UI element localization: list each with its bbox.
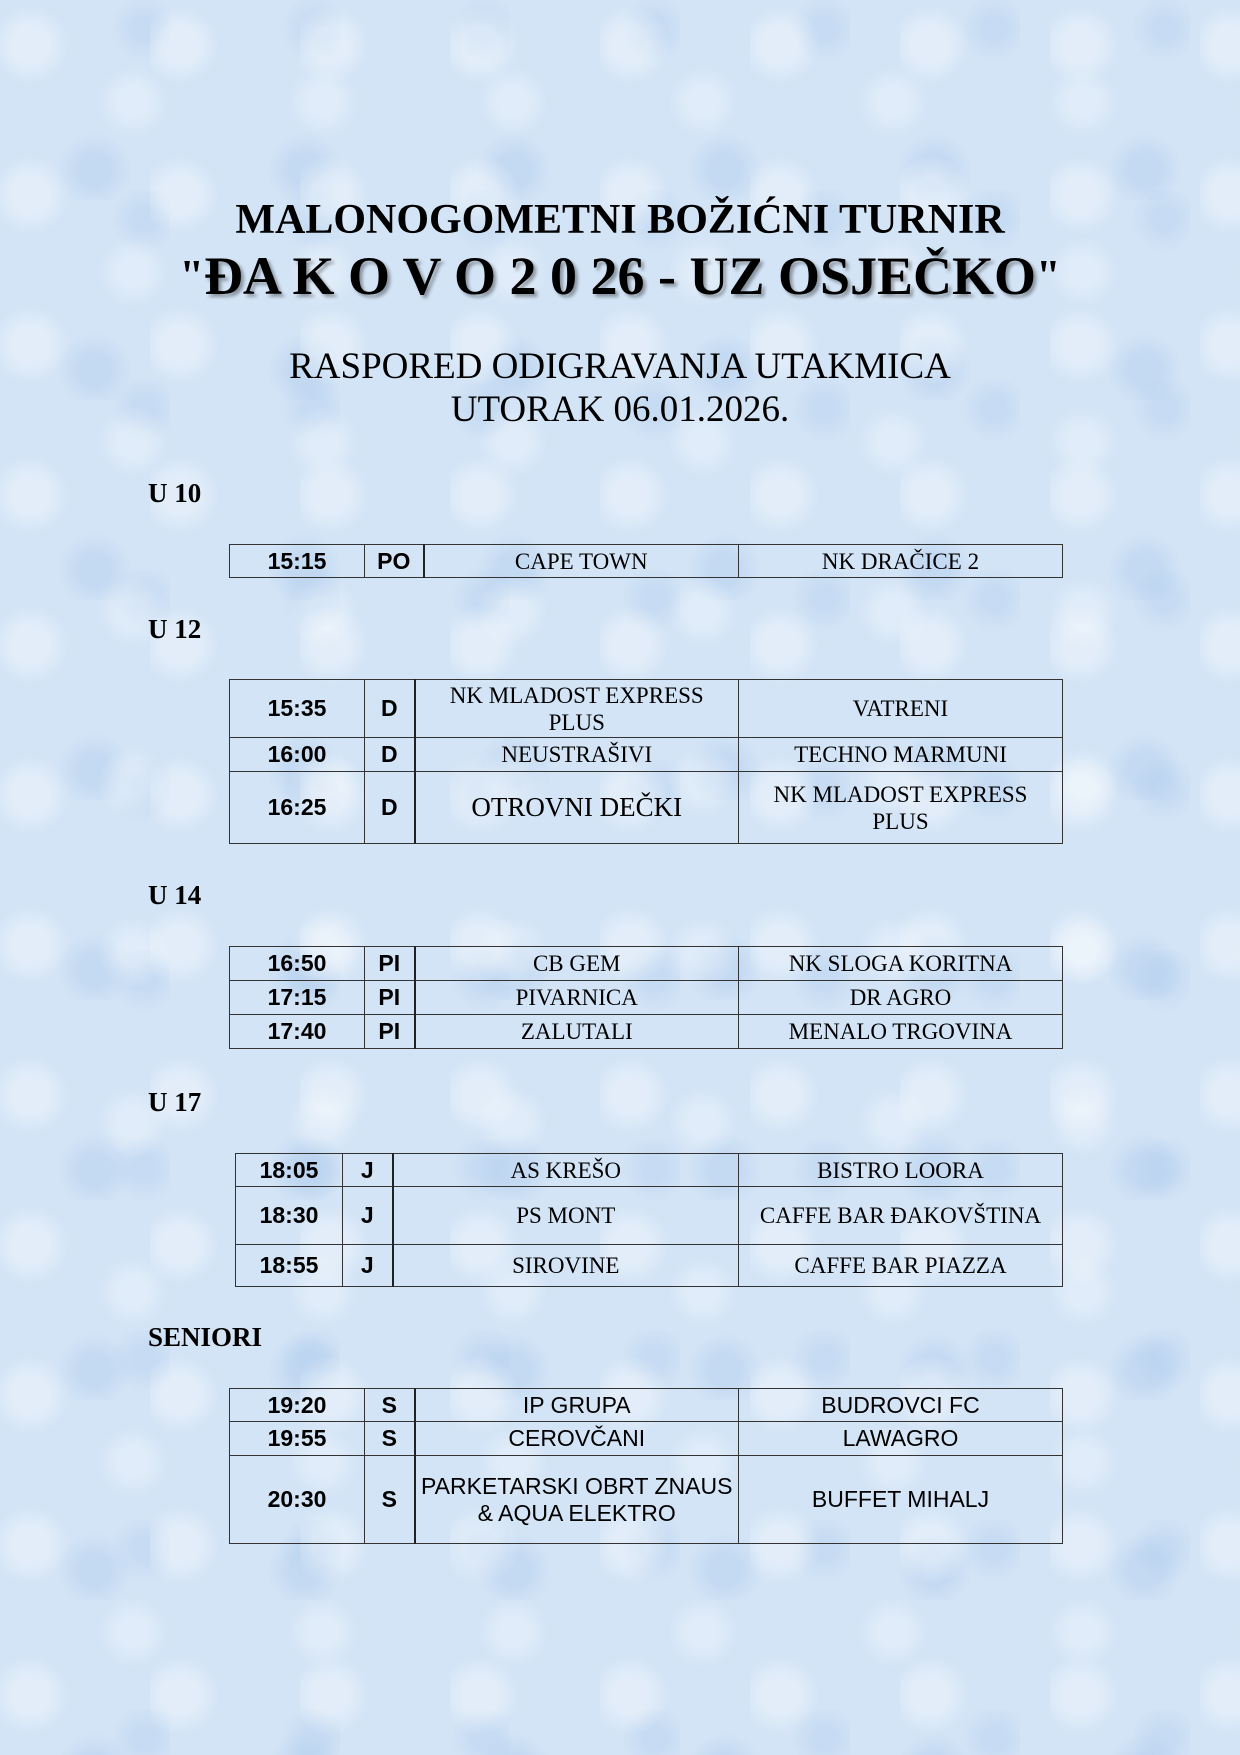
match-time: 19:20 xyxy=(230,1389,365,1422)
home-team: AS KREŠO xyxy=(393,1154,739,1187)
away-team: BUDROVCI FC xyxy=(739,1389,1063,1422)
table-row xyxy=(230,772,1063,844)
table-row xyxy=(230,1422,1063,1456)
away-team: NK SLOGA KORITNA xyxy=(739,947,1063,981)
schedule-table-u10 xyxy=(229,544,1063,578)
match-group: PI xyxy=(365,1015,415,1049)
home-team: CEROVČANI xyxy=(415,1422,739,1456)
table-row xyxy=(236,1245,1063,1287)
match-group: J xyxy=(343,1245,393,1287)
match-time: 19:55 xyxy=(230,1422,365,1456)
home-team: OTROVNI DEČKI xyxy=(415,772,739,844)
schedule-table-u14 xyxy=(229,946,1063,1049)
category-label-u17: U 17 xyxy=(148,1087,202,1117)
away-team: NK MLADOST EXPRESS PLUS xyxy=(739,772,1063,844)
table-row xyxy=(230,680,1063,738)
category-label-u12: U 12 xyxy=(148,614,202,644)
schedule-table-u17 xyxy=(235,1153,1063,1287)
match-time: 20:30 xyxy=(230,1456,365,1544)
away-team: MENALO TRGOVINA xyxy=(739,1015,1063,1049)
category-label-u10: U 10 xyxy=(148,478,202,508)
away-team: BISTRO LOORA xyxy=(739,1154,1063,1187)
table-row xyxy=(230,1015,1063,1049)
home-team: ZALUTALI xyxy=(415,1015,739,1049)
match-time: 16:50 xyxy=(230,947,365,981)
match-group: PO xyxy=(365,545,424,578)
match-time: 18:30 xyxy=(236,1187,343,1245)
schedule-table-seniori xyxy=(229,1388,1063,1544)
tournament-name-text: ĐA K O V O 2 0 26 - UZ OSJEČKO xyxy=(203,246,1037,306)
table-row xyxy=(236,1154,1063,1187)
away-team: VATRENI xyxy=(739,680,1063,738)
away-team: DR AGRO xyxy=(739,981,1063,1015)
home-team: PS MONT xyxy=(393,1187,739,1245)
match-group: D xyxy=(365,738,415,772)
home-team: NEUSTRAŠIVI xyxy=(415,738,739,772)
away-team: LAWAGRO xyxy=(739,1422,1063,1456)
match-group: S xyxy=(365,1456,415,1544)
table-row xyxy=(230,738,1063,772)
away-team: NK DRAČICE 2 xyxy=(739,545,1063,578)
match-group: D xyxy=(365,680,415,738)
away-team: BUFFET MIHALJ xyxy=(739,1456,1063,1544)
tournament-name xyxy=(0,244,1240,308)
tournament-title: MALONOGOMETNI BOŽIĆNI TURNIR xyxy=(235,197,1005,243)
home-team: CB GEM xyxy=(415,947,739,981)
table-row xyxy=(230,981,1063,1015)
away-team: CAFFE BAR ĐAKOVŠTINA xyxy=(739,1187,1063,1245)
schedule-table-u12 xyxy=(229,679,1063,844)
match-time: 18:55 xyxy=(236,1245,343,1287)
home-team: SIROVINE xyxy=(393,1245,739,1287)
match-time: 16:25 xyxy=(230,772,365,844)
match-time: 15:15 xyxy=(230,545,365,578)
away-team: CAFFE BAR PIAZZA xyxy=(739,1245,1063,1287)
match-group: D xyxy=(365,772,415,844)
match-time: 16:00 xyxy=(230,738,365,772)
match-group: PI xyxy=(365,981,415,1015)
home-team: CAPE TOWN xyxy=(424,545,739,578)
table-row xyxy=(230,1456,1063,1544)
table-row xyxy=(236,1187,1063,1245)
table-row xyxy=(230,1389,1063,1422)
away-team: TECHNO MARMUNI xyxy=(739,738,1063,772)
category-label-seniori: SENIORI xyxy=(148,1322,263,1352)
match-group: S xyxy=(365,1389,415,1422)
quote-close: " xyxy=(1036,251,1061,300)
home-team: IP GRUPA xyxy=(415,1389,739,1422)
schedule-heading: RASPORED ODIGRAVANJA UTAKMICA xyxy=(289,346,951,387)
table-row xyxy=(230,545,1063,578)
home-team: NK MLADOST EXPRESS PLUS xyxy=(415,680,739,738)
schedule-date: UTORAK 06.01.2026. xyxy=(450,389,790,430)
home-team: PIVARNICA xyxy=(415,981,739,1015)
match-group: J xyxy=(343,1187,393,1245)
home-team: PARKETARSKI OBRT ZNAUS & AQUA ELEKTRO xyxy=(415,1456,739,1544)
match-time: 17:15 xyxy=(230,981,365,1015)
table-row xyxy=(230,947,1063,981)
match-group: J xyxy=(343,1154,393,1187)
match-time: 18:05 xyxy=(236,1154,343,1187)
match-group: PI xyxy=(365,947,415,981)
quote-open: " xyxy=(179,251,204,300)
category-label-u14: U 14 xyxy=(148,880,202,910)
match-group: S xyxy=(365,1422,415,1456)
match-time: 17:40 xyxy=(230,1015,365,1049)
match-time: 15:35 xyxy=(230,680,365,738)
